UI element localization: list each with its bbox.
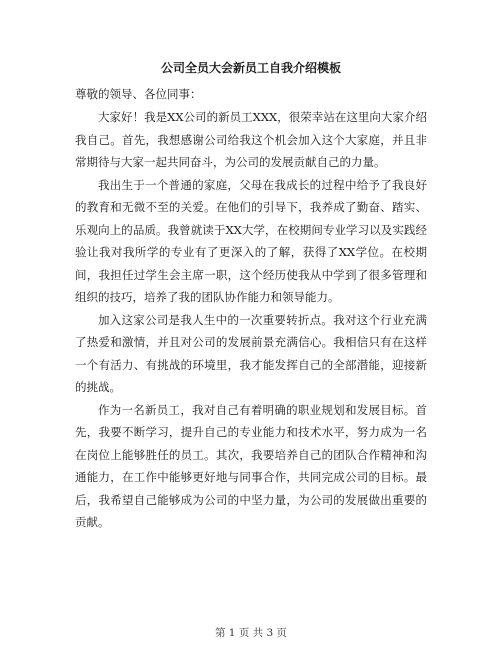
paragraph-goals: 作为一名新员工，我对自己有着明确的职业规划和发展目标。首先，我要不断学习，提升自己的专业能力和技术水平，努力成为一名在岗位上能够胜任的员工。其次，我要培养自己的团队合作精神和沟通能力，在工作中能够更好地与同事合作，共同完成公司的目标。最后，我希望自己能够成为公司的中坚力量，为公司的发展做出重要的贡献。 <box>75 402 427 529</box>
document-title: 公司全员大会新员工自我介绍模板 <box>160 61 341 75</box>
paragraph-intro: 大家好！我是XX公司的新员工XXX，很荣幸站在这里向大家介绍我自己。首先，我想感谢公司给我这个机会加入这个大家庭，并且非常期待与大家一起共同奋斗，为公司的发展贡献自己的力量。 <box>75 110 427 169</box>
paragraph-background: 我出生于一个普通的家庭，父母在我成长的过程中给予了我良好的教育和无微不至的关爱。在他们的引导下，我养成了勤奋、踏实、乐观向上的品质。我曾就读于XX大学，在校期间专业学习以及实践经验让我对我所学的专业有了更深入的了解，获得了XX学位。在校期间，我担任过学生会主席一职，这个经历使我从中学到了很多管理和组织的技巧，培养了我的团队协作能力和领导能力。 <box>75 177 427 304</box>
page-footer: 第 1 页 共 3 页 <box>214 627 288 639</box>
salutation: 尊敬的领导、各位同事： <box>75 87 202 101</box>
document-body <box>75 106 427 534</box>
paragraph-motivation: 加入这家公司是我人生中的一次重要转折点。我对这个行业充满了热爱和激情，并且对公司的发展前景充满信心。我相信只有在这样一个有活力、有挑战的环境里，我才能发挥自己的全部潜能，迎接新的挑战。 <box>75 312 427 394</box>
